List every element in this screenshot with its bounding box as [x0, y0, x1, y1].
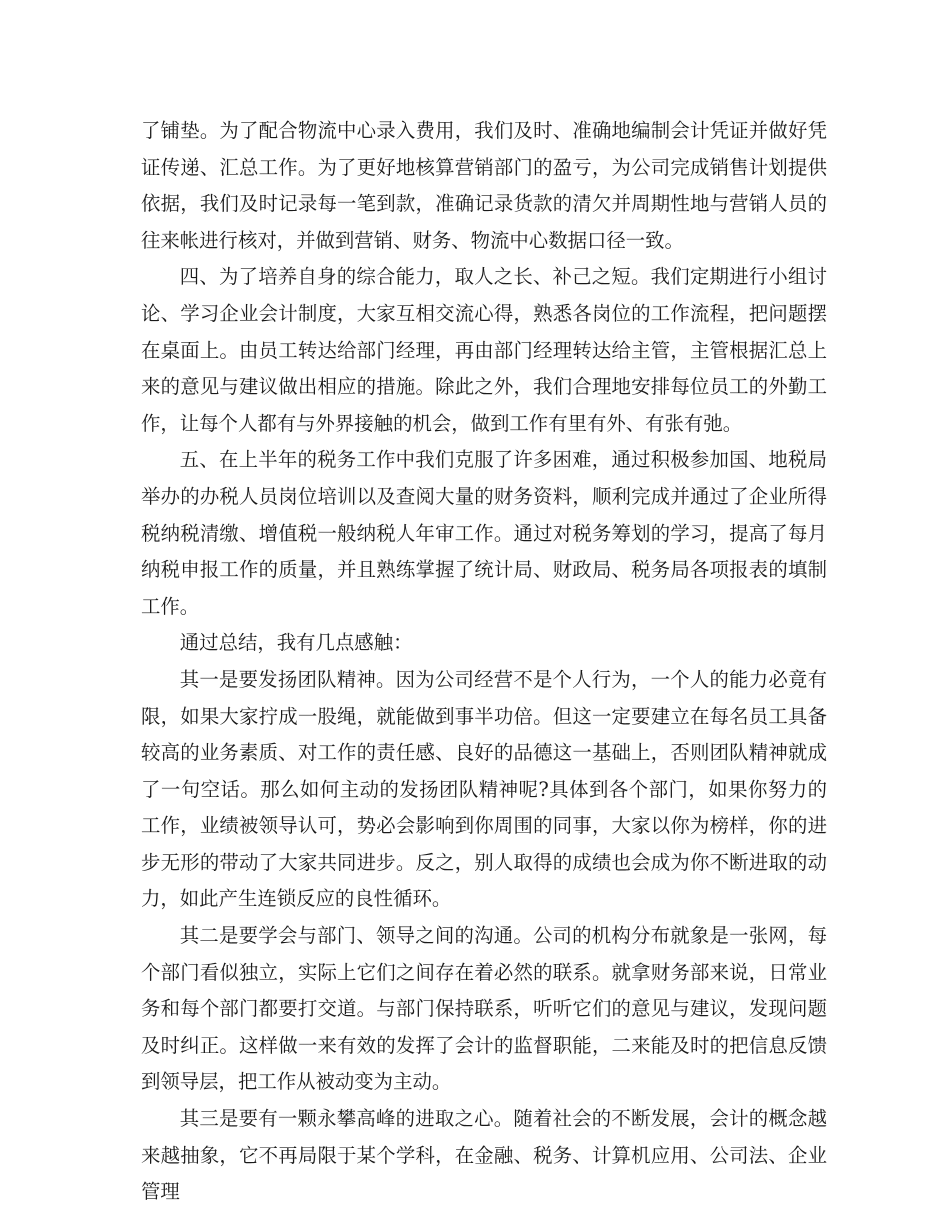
paragraph-item-four: 四、为了培养自身的综合能力，取人之长、补己之短。我们定期进行小组讨论、学习企业会计制度，大家互相交流心得，熟悉各岗位的工作流程，把问题摆在桌面上。由员工转达给部门经理，再由部门经理转达给主管，主管根据汇总上来的意见与建议做出相应的措施。除此之外，我们合理地安排每位员工的外勤工作，让每个人都有与外界接触的机会，做到工作有里有外、有张有弛。	[141, 265, 827, 435]
paragraph-item-five: 五、在上半年的税务工作中我们克服了许多困难，通过积极参加国、地税局举办的办税人员岗位培训以及查阅大量的财务资料，顺利完成并通过了企业所得税纳税清缴、增值税一般纳税人年审工作。通过对税务筹划的学习，提高了每月纳税申报工作的质量，并且熟练掌握了统计局、财政局、税务局各项报表的填制工作。	[141, 448, 827, 618]
paragraph-point-three: 其三是要有一颗永攀高峰的进取之心。随着社会的不断发展，会计的概念越来越抽象，它不再局限于某个学科，在金融、税务、计算机应用、公司法、企业管理	[141, 1107, 827, 1204]
paragraph-summary-intro: 通过总结，我有几点感触：	[179, 631, 413, 655]
paragraph-point-two: 其二是要学会与部门、领导之间的沟通。公司的机构分布就象是一张网，每个部门看似独立，实际上它们之间存在着必然的联系。就拿财务部来说，日常业务和每个部门都要打交道。与部门保持联系，听听它们的意见与建议，发现问题及时纠正。这样做一来有效的发挥了会计的监督职能，二来能及时的把信息反馈到领导层，把工作从被动变为主动。	[141, 924, 827, 1094]
paragraph-point-one: 其一是要发扬团队精神。因为公司经营不是个人行为，一个人的能力必竟有限，如果大家拧成一股绳，就能做到事半功倍。但这一定要建立在每名员工具备较高的业务素质、对工作的责任感、良好的品德这一基础上，否则团队精神就成了一句空话。那么如何主动的发扬团队精神呢?具体到各个部门，如果你努力的工作，业绩被领导认可，势必会影响到你周围的同事，大家以你为榜样，你的进步无形的带动了大家共同进步。反之，别人取得的成绩也会成为你不断进取的动力，如此产生连锁反应的良性循环。	[141, 667, 827, 911]
paragraph-continuation: 了铺垫。为了配合物流中心录入费用，我们及时、准确地编制会计凭证并做好凭证传递、汇总工作。为了更好地核算营销部门的盈亏，为公司完成销售计划提供依据，我们及时记录每一笔到款，准确记录货款的清欠并周期性地与营销人员的往来帐进行核对，并做到营销、财务、物流中心数据口径一致。	[141, 119, 827, 252]
document-body	[141, 113, 827, 1211]
